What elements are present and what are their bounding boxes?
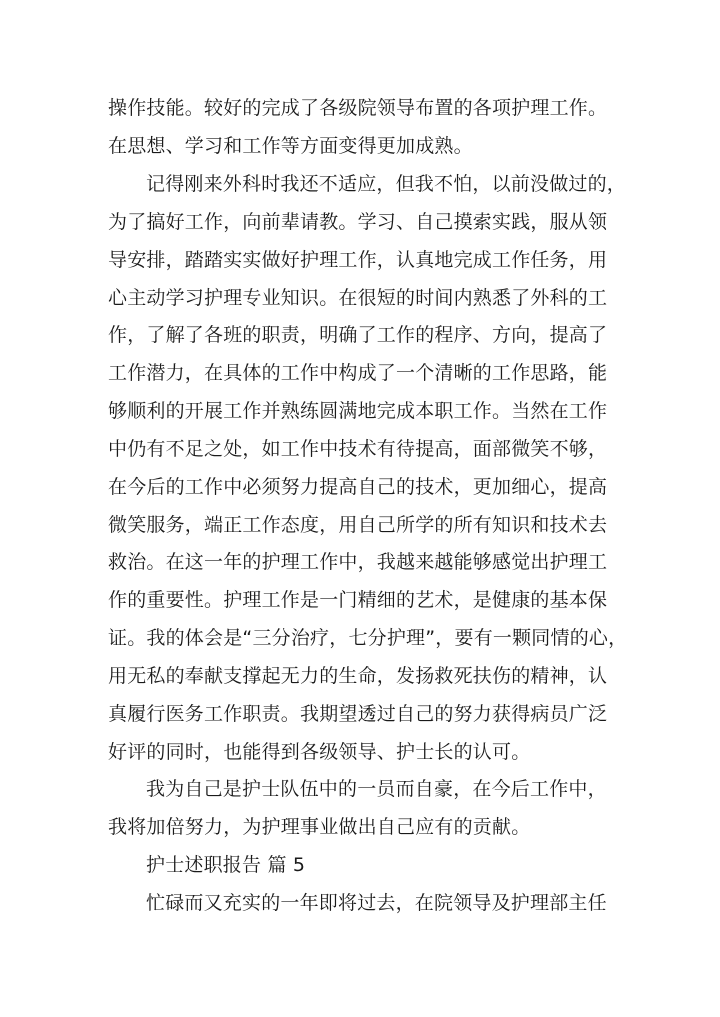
text-line: 作，了解了各班的职责，明确了工作的程序、方向，提高了	[108, 324, 608, 346]
paragraph-first-line: 记得刚来外科时我还不适应，但我不怕，以前没做过的，	[146, 173, 627, 195]
text-line: 中仍有不足之处，如工作中技术有待提高，面部微笑不够，	[108, 438, 608, 460]
text-line: 在今后的工作中必须努力提高自己的技术，更加细心，提高	[108, 476, 608, 498]
text-line: 在思想、学习和工作等方面变得更加成熟。	[108, 135, 473, 157]
text-line: 导安排，踏踏实实做好护理工作，认真地完成工作任务，用	[108, 249, 608, 271]
text-line: 操作技能。较好的完成了各级院领导布置的各项护理工作。	[108, 97, 608, 119]
text-line: 作的重要性。护理工作是一门精细的艺术，是健康的基本保	[108, 589, 608, 611]
text-line: 好评的同时，也能得到各级领导、护士长的认可。	[108, 741, 531, 763]
paragraph-first-line: 我为自己是护士队伍中的一员而自豪，在今后工作中，	[146, 778, 607, 800]
text-line: 救治。在这一年的护理工作中，我越来越能够感觉出护理工	[108, 551, 608, 573]
text-line: 我将加倍努力，为护理事业做出自己应有的贡献。	[108, 816, 531, 838]
text-line: 证。我的体会是“三分治疗，七分护理”，要有一颗同情的心，	[108, 627, 628, 649]
text-line: 为了搞好工作，向前辈请教。学习、自己摸索实践，服从领	[108, 211, 608, 233]
text-line: 用无私的奉献支撑起无力的生命，发扬救死扶伤的精神，认	[108, 665, 608, 687]
text-line: 微笑服务，端正工作态度，用自己所学的所有知识和技术去	[108, 514, 608, 536]
text-line: 真履行医务工作职责。我期望透过自己的努力获得病员广泛	[108, 703, 608, 725]
text-line: 够顺利的开展工作并熟练圆满地完成本职工作。当然在工作	[108, 400, 608, 422]
text-line: 工作潜力，在具体的工作中构成了一个清晰的工作思路，能	[108, 362, 608, 384]
paragraph-first-line: 忙碌而又充实的一年即将过去，在院领导及护理部主任	[146, 892, 607, 914]
text-line: 心主动学习护理专业知识。在很短的时间内熟悉了外科的工	[108, 287, 608, 309]
section-heading: 护士述职报告 篇 5	[146, 854, 306, 876]
